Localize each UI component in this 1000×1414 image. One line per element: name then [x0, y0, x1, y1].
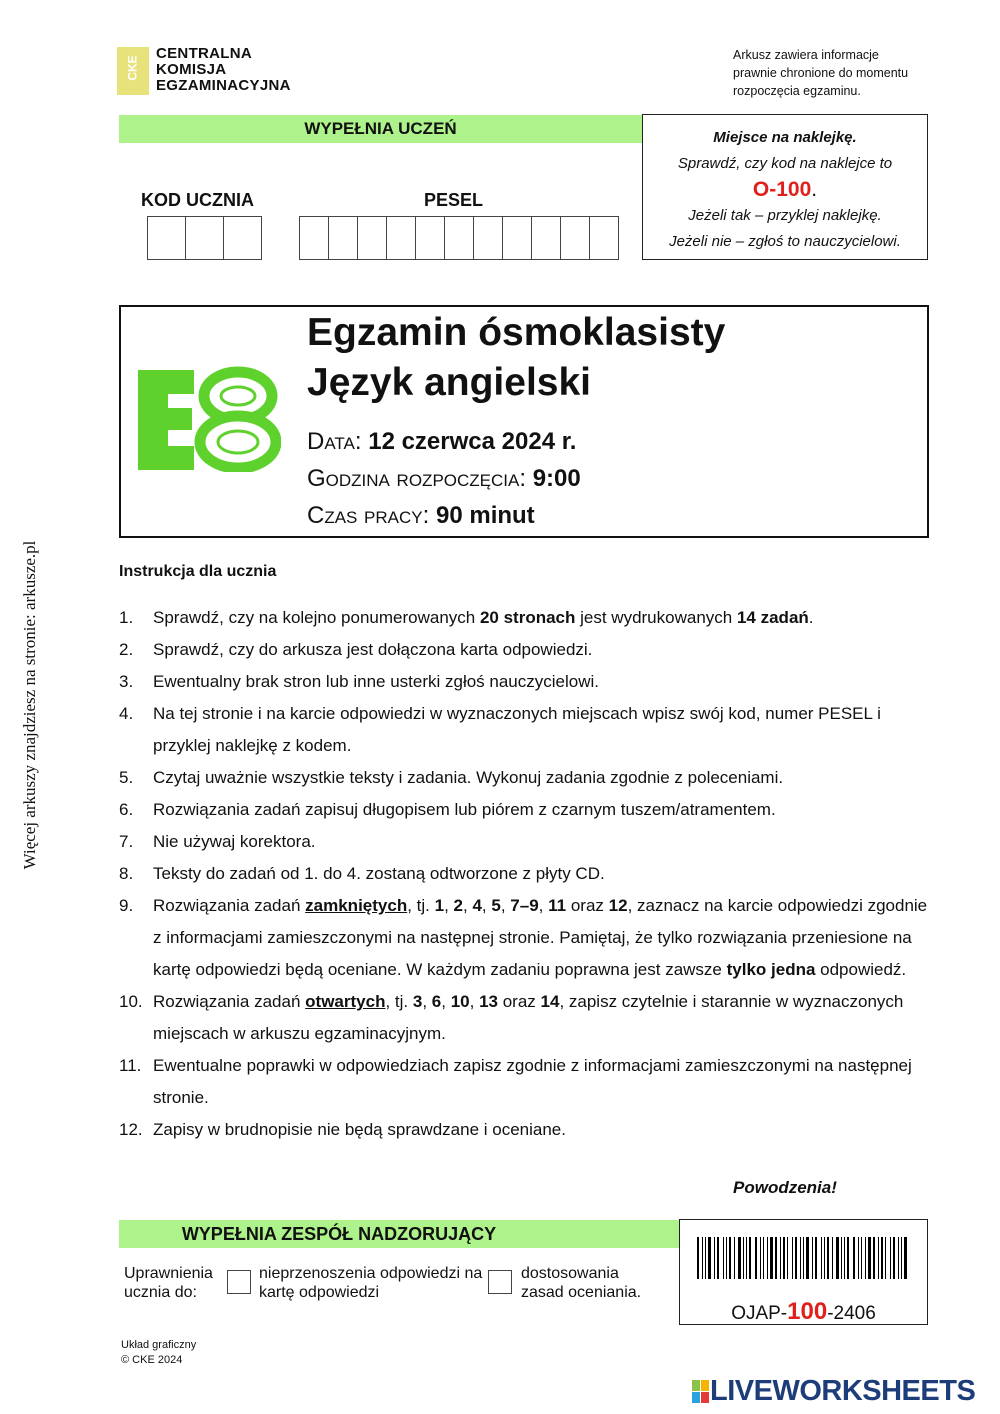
- item-text-segment: Teksty do zadań od 1. do 4. zostaną odtworzone z płyty CD.: [153, 864, 605, 883]
- barcode-bar: [904, 1237, 907, 1279]
- item-number: 10.: [119, 992, 143, 1011]
- item-text-segment: 1: [434, 896, 445, 915]
- barcode-bar: [800, 1237, 801, 1279]
- instruction-item: [119, 602, 939, 634]
- barcode-bar: [726, 1237, 727, 1279]
- start-value: 9:00: [532, 465, 581, 492]
- code-number: 100: [787, 1298, 828, 1325]
- barcode-bar: [841, 1237, 842, 1279]
- start-label: Godzina rozpoczęcia: [307, 465, 520, 492]
- copyright-text: © CKE 2024: [121, 1354, 183, 1366]
- pesel-digit-box[interactable]: [590, 217, 618, 259]
- item-text-segment: Rozwiązania zadań: [153, 992, 306, 1011]
- pesel-digit-box[interactable]: [416, 217, 445, 259]
- item-text-segment: oraz: [498, 992, 541, 1011]
- option1-checkbox[interactable]: [227, 1270, 251, 1294]
- item-text-segment: Ewentualne poprawki w odpowiedziach zapisz zgodnie z informacjami zamieszczonymi na następnej stronie.: [153, 1056, 912, 1107]
- item-text-segment: , tj.: [385, 992, 413, 1011]
- instruction-item: [119, 826, 939, 858]
- duration-label: Czas pracy: [307, 502, 423, 529]
- item-number: 2.: [119, 640, 134, 659]
- item-text-segment: jest wydrukowanych: [575, 608, 737, 627]
- instruction-item: [119, 634, 939, 666]
- closing-text: Powodzenia!: [733, 1178, 837, 1197]
- item-text-segment: Sprawdź, czy do arkusza jest dołączona karta odpowiedzi.: [153, 640, 593, 659]
- item-text: [153, 666, 939, 698]
- item-text-segment: Ewentualny brak stron lub inne usterki zgłoś nauczycielowi.: [153, 672, 600, 691]
- supervisor-banner: [119, 1220, 679, 1248]
- barcode-bar: [890, 1237, 891, 1279]
- instruction-item: [119, 1050, 939, 1114]
- item-number: 4.: [119, 704, 134, 723]
- item-text-segment: oraz: [566, 896, 609, 915]
- student-banner: WYPEŁNIA UCZEŃ: [119, 115, 642, 143]
- item-number: 6.: [119, 800, 134, 819]
- item-text-segment: 11: [548, 896, 567, 915]
- barcode-bar: [868, 1237, 871, 1279]
- item-text: [153, 1050, 939, 1114]
- item-text-segment: 3: [412, 992, 423, 1011]
- barcode-bar: [858, 1237, 859, 1279]
- pesel-label: PESEL: [424, 190, 484, 210]
- barcode-bar: [743, 1237, 744, 1279]
- pesel-digit-box[interactable]: [474, 217, 503, 259]
- option2-label: dostosowania zasad oceniania.: [521, 1265, 642, 1301]
- legal-notice: [733, 46, 908, 100]
- option2-checkbox[interactable]: [488, 1270, 512, 1294]
- barcode-bar: [783, 1237, 785, 1279]
- item-text-segment: 14 zadań: [736, 608, 809, 627]
- pesel-digit-box[interactable]: [300, 217, 329, 259]
- item-text-segment: 20 stronach: [479, 608, 576, 627]
- rights-label: Uprawnienia ucznia do:: [124, 1265, 213, 1301]
- barcode-bar: [844, 1237, 845, 1279]
- item-text: [153, 826, 939, 858]
- item-text-segment: ,: [463, 896, 473, 915]
- exam-name: Egzamin ósmoklasisty: [307, 311, 726, 354]
- legal-line: rozpoczęcia egzaminu.: [733, 84, 861, 98]
- item-number: 12.: [119, 1120, 143, 1139]
- item-text-segment: tylko jedna: [726, 960, 816, 979]
- item-number: 7.: [119, 832, 134, 851]
- barcode-bar: [898, 1237, 899, 1279]
- barcode-bar: [792, 1237, 793, 1279]
- barcode-bar: [865, 1237, 866, 1279]
- barcode-bar: [861, 1237, 862, 1279]
- item-text-segment: Na tej stronie i na karcie odpowiedzi w wyznaczonych miejscach wpisz swój kod, numer PESEL i przyklej naklejkę z kodem.: [153, 704, 881, 755]
- barcode-bar: [755, 1237, 757, 1279]
- org-line: KOMISJA: [156, 61, 227, 78]
- barcode-bar: [847, 1237, 849, 1279]
- barcode-bar: [806, 1237, 809, 1279]
- item-number: 5.: [119, 768, 134, 787]
- barcode-code: [680, 1298, 927, 1326]
- option1-label: nieprzenoszenia odpowiedzi na kartę odpowiedzi: [259, 1265, 483, 1301]
- item-text-segment: zamkniętych: [305, 896, 408, 915]
- exam-start: Godzina rozpoczęcia: 9:00: [307, 465, 581, 492]
- item-text: [153, 858, 939, 890]
- item-number: 9.: [119, 896, 134, 915]
- item-text: [153, 634, 939, 666]
- barcode-bar: [878, 1237, 879, 1279]
- item-text-segment: .: [808, 608, 814, 627]
- item-text-segment: , tj.: [407, 896, 435, 915]
- barcode-bar: [824, 1237, 825, 1279]
- item-text-segment: Rozwiązania zadań: [153, 896, 306, 915]
- item-text-segment: otwartych: [305, 992, 386, 1011]
- barcode-bar: [812, 1237, 813, 1279]
- live-blocks-icon: [692, 1380, 710, 1404]
- item-text-segment: 12: [608, 896, 628, 915]
- layout-credit: Układ graficzny: [121, 1339, 197, 1351]
- item-number: 11.: [119, 1056, 142, 1075]
- cke-logo: [117, 47, 149, 95]
- item-text-segment: Nie używaj korektora.: [153, 832, 316, 851]
- instruction-item: [119, 1114, 939, 1146]
- instructions-list: [119, 602, 939, 1146]
- pesel-digit-box[interactable]: [561, 217, 590, 259]
- side-note: Więcej arkuszy znajdziesz na stronie: arkusze.pl: [20, 540, 39, 870]
- date-value: 12 czerwca 2024 r.: [368, 428, 577, 455]
- exam-date: Data: 12 czerwca 2024 r.: [307, 428, 577, 455]
- item-text: [153, 890, 939, 986]
- barcode-bar: [734, 1237, 735, 1279]
- barcode-bar: [821, 1237, 822, 1279]
- item-text-segment: ,: [500, 896, 511, 915]
- instruction-item: [119, 698, 939, 762]
- barcode-label: [679, 1219, 928, 1325]
- kod-ucznia-input[interactable]: [147, 216, 262, 260]
- item-text-segment: ,: [422, 992, 432, 1011]
- barcode-bar: [795, 1237, 797, 1279]
- item-text-segment: , zapisz czytelnie i starannie w wyznaczonych miejscach w arkuszu egzaminacyjnym.: [153, 992, 904, 1043]
- item-text-segment: ,: [441, 992, 451, 1011]
- item-text-segment: 14: [540, 992, 560, 1011]
- item-text-segment: 2: [453, 896, 463, 915]
- code-suffix: -2406: [827, 1303, 876, 1324]
- item-text-segment: Czytaj uważnie wszystkie teksty i zadania. Wykonuj zadania zgodnie z poleceniami.: [153, 768, 784, 787]
- item-text-segment: 7–9: [510, 896, 539, 915]
- instruction-item: [119, 858, 939, 890]
- item-text-segment: ,: [469, 992, 480, 1011]
- barcode-bar: [885, 1237, 886, 1279]
- legal-line: Arkusz zawiera informacje: [733, 48, 879, 62]
- barcode-bar: [836, 1237, 839, 1279]
- barcode-bar: [723, 1237, 724, 1279]
- barcode-bar: [697, 1237, 699, 1279]
- pesel-digit-box[interactable]: [387, 217, 416, 259]
- barcode-bar: [787, 1237, 788, 1279]
- instruction-item: [119, 762, 939, 794]
- item-text-segment: 13: [479, 992, 498, 1011]
- brand-name: LIVEWORKSHEETS: [710, 1375, 976, 1407]
- barcode-bar: [729, 1237, 731, 1279]
- item-text-segment: ,: [481, 896, 492, 915]
- item-text: [153, 602, 939, 634]
- instruction-item: [119, 986, 939, 1050]
- sticker-area: Miejsce na naklejkę. Sprawdź, czy kod na naklejce to O-100. Jeżeli tak – przyklej naklejkę. Jeżeli nie – zgłoś to nauczycielowi.: [642, 114, 928, 260]
- sticker-text: Jeżeli nie – zgłoś to nauczycielowi.: [669, 233, 901, 250]
- supervisor-banner-text: WYPEŁNIA ZESPÓŁ NADZORUJĄCY: [181, 1224, 497, 1244]
- legal-line: prawnie chronione do momentu: [733, 66, 909, 80]
- sticker-text: Sprawdź, czy kod na naklejce to: [677, 155, 893, 172]
- item-text-segment: odpowiedź.: [815, 960, 907, 979]
- instruction-item: [119, 890, 939, 986]
- item-text: [153, 794, 939, 826]
- exam-duration: Czas pracy: 90 minut: [307, 502, 535, 529]
- barcode-bar: [749, 1237, 751, 1279]
- item-text-segment: , zaznacz na karcie odpowiedzi zgodnie z informacjami zamieszczonymi na następnej stronie. Pamiętaj, że tylko rozwiązania przeniesione na kartę odpowiedzi będą oceniane. W każdym zadaniu poprawna jest zawsze: [153, 896, 928, 979]
- copyright: [121, 1338, 196, 1368]
- pesel-digit-box[interactable]: [329, 217, 358, 259]
- date-label: Data: [307, 428, 355, 455]
- barcode-bar: [708, 1237, 711, 1279]
- barcode-bar: [853, 1237, 855, 1279]
- item-text-segment: Sprawdź, czy na kolejno ponumerowanych: [153, 608, 480, 627]
- instruction-item: [119, 794, 939, 826]
- barcode-bar: [714, 1237, 715, 1279]
- item-number: 1.: [119, 608, 134, 627]
- item-text: [153, 986, 939, 1050]
- barcode-bar: [770, 1237, 773, 1279]
- pesel-input[interactable]: [299, 216, 619, 260]
- sticker-text: Jeżeli tak – przyklej naklejkę.: [688, 207, 882, 224]
- exam-title: [307, 308, 725, 408]
- liveworksheets-logo: [692, 1375, 975, 1408]
- pesel-digit-box[interactable]: [445, 217, 474, 259]
- org-line: EGZAMINACYJNA: [156, 77, 291, 94]
- barcode-bar: [893, 1237, 895, 1279]
- pesel-digit-box[interactable]: [503, 217, 532, 259]
- barcode-bar: [760, 1237, 761, 1279]
- item-text-segment: 6: [431, 992, 442, 1011]
- item-text: [153, 698, 939, 762]
- kod-ucznia-label: KOD UCZNIA: [141, 190, 254, 210]
- code-prefix: OJAP-: [731, 1303, 788, 1324]
- e8-logo-icon: [136, 366, 281, 472]
- duration-value: 90 minut: [435, 502, 535, 529]
- instructions-heading: Instrukcja dla ucznia: [119, 563, 277, 580]
- item-text: [153, 1114, 939, 1146]
- barcode-bar: [780, 1237, 781, 1279]
- barcode-bar: [881, 1237, 883, 1279]
- barcode-bar: [738, 1237, 741, 1279]
- barcode-bar: [705, 1237, 706, 1279]
- instruction-item: [119, 666, 939, 698]
- barcode-bar: [832, 1237, 833, 1279]
- pesel-digit-box[interactable]: [358, 217, 387, 259]
- barcode-bar: [746, 1237, 747, 1279]
- item-text-segment: Rozwiązania zadań zapisuj długopisem lub piórem z czarnym tuszem/atramentem.: [153, 800, 776, 819]
- barcode-bar: [767, 1237, 768, 1279]
- exam-subject: Język angielski: [307, 361, 592, 404]
- organization-name: [156, 46, 291, 94]
- barcode-bar: [775, 1237, 777, 1279]
- item-text-segment: 10: [450, 992, 470, 1011]
- item-text: [153, 762, 939, 794]
- logo-letters: CKE: [125, 55, 140, 81]
- barcode-bar: [901, 1237, 902, 1279]
- item-number: 8.: [119, 864, 134, 883]
- pesel-digit-box[interactable]: [532, 217, 561, 259]
- barcode-bar: [815, 1237, 817, 1279]
- item-text-segment: 4: [472, 896, 482, 915]
- barcode-bar: [827, 1237, 829, 1279]
- org-line: CENTRALNA: [156, 45, 253, 62]
- item-text-segment: 5: [491, 896, 501, 915]
- item-number: 3.: [119, 672, 134, 691]
- barcode-bar: [803, 1237, 804, 1279]
- barcode-bar: [763, 1237, 764, 1279]
- barcode-icon: [697, 1237, 911, 1279]
- item-text-segment: ,: [538, 896, 549, 915]
- barcode-bar: [717, 1237, 719, 1279]
- sticker-title: Miejsce na naklejkę.: [713, 129, 857, 146]
- item-text-segment: ,: [444, 896, 454, 915]
- barcode-bar: [702, 1237, 703, 1279]
- barcode-bar: [873, 1237, 875, 1279]
- sticker-code: O-100: [752, 178, 812, 201]
- item-text-segment: Zapisy w brudnopisie nie będą sprawdzane i oceniane.: [153, 1120, 566, 1139]
